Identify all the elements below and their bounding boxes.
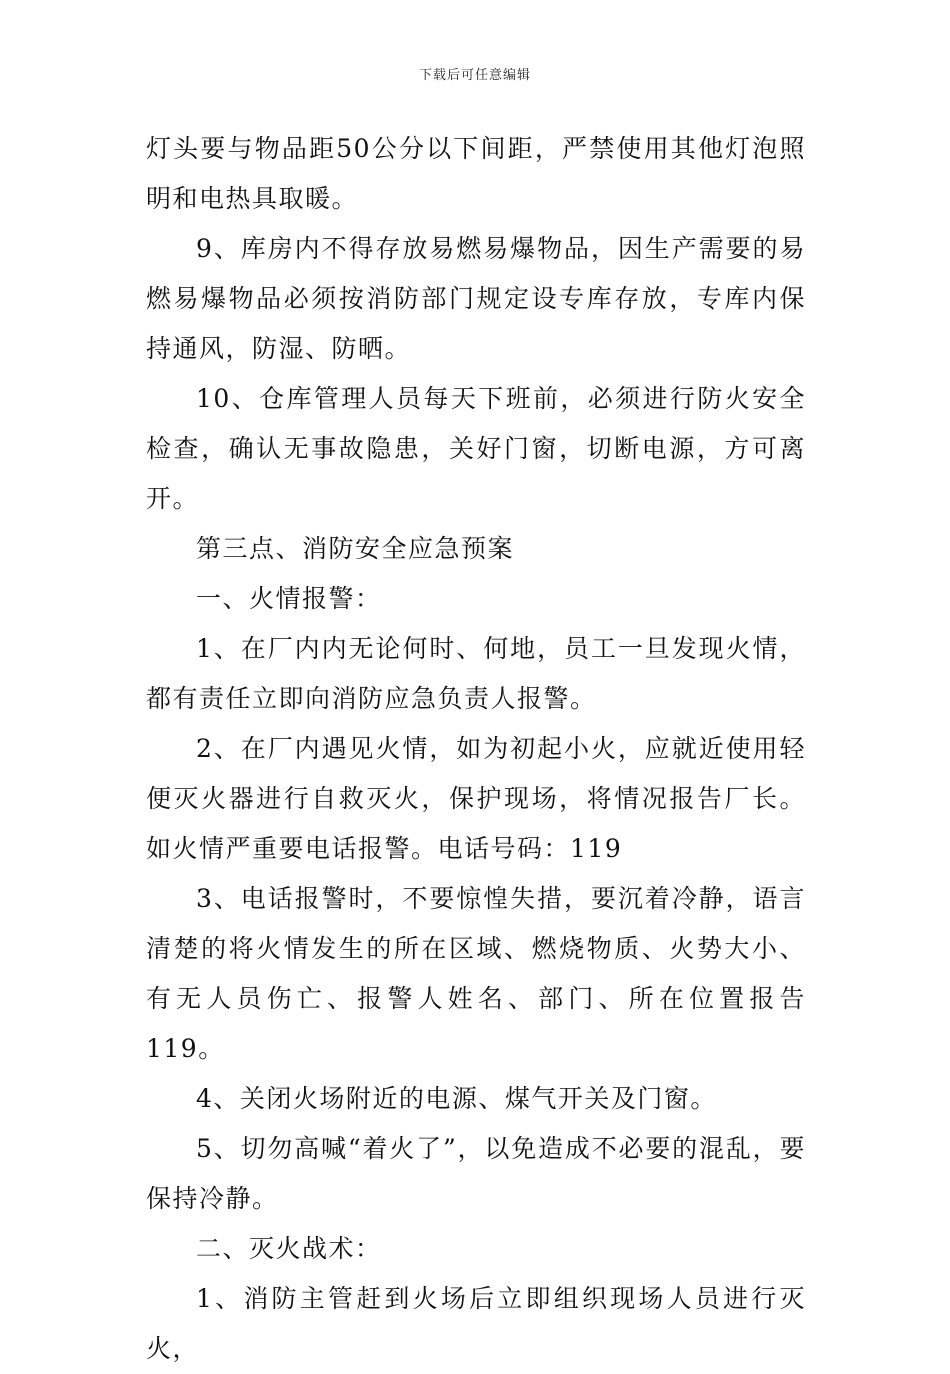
subheading-fire-alarm: 一、火情报警：	[196, 584, 382, 613]
paragraph-alarm-4: 4、关闭火场附近的电源、煤气开关及门窗。	[196, 1084, 717, 1113]
paragraph-3: 10、仓库管理人员每天下班前，必须进行防火安全检查，确认无事故隐患，关好门窗，切断电源，方可离开。	[146, 384, 806, 513]
paragraph-tactics-1: 1、消防主管赶到火场后立即组织现场人员进行灭火，	[146, 1284, 806, 1363]
page-header-note: 下载后可任意编辑	[418, 68, 531, 83]
paragraph-alarm-2: 2、在厂内遇见火情，如为初起小火，应就近使用轻便灭火器进行自救灭火，保护现场，将情况报告厂长。如火情严重要电话报警。电话号码：119	[146, 734, 806, 863]
document-body	[146, 124, 806, 1374]
paragraph-2: 9、库房内不得存放易燃易爆物品，因生产需要的易燃易爆物品必须按消防部门规定设专库存放，专库内保持通风，防湿、防晒。	[146, 234, 806, 363]
paragraph-alarm-3: 3、电话报警时，不要惊惶失措，要沉着冷静，语言清楚的将火情发生的所在区域、燃烧物质、火势大小、有无人员伤亡、报警人姓名、部门、所在位置报告119。	[146, 884, 806, 1063]
paragraph-alarm-5: 5、切勿高喊“着火了”，以免造成不必要的混乱，要保持冷静。	[146, 1134, 806, 1213]
paragraph-1: 灯头要与物品距50公分以下间距，严禁使用其他灯泡照明和电热具取暖。	[146, 134, 806, 213]
subheading-firefighting-tactics: 二、灭火战术：	[196, 1234, 382, 1263]
paragraph-alarm-1: 1、在厂内内无论何时、何地，员工一旦发现火情，都有责任立即向消防应急负责人报警。	[146, 634, 806, 713]
section-heading-emergency-plan: 第三点、消防安全应急预案	[196, 534, 515, 563]
